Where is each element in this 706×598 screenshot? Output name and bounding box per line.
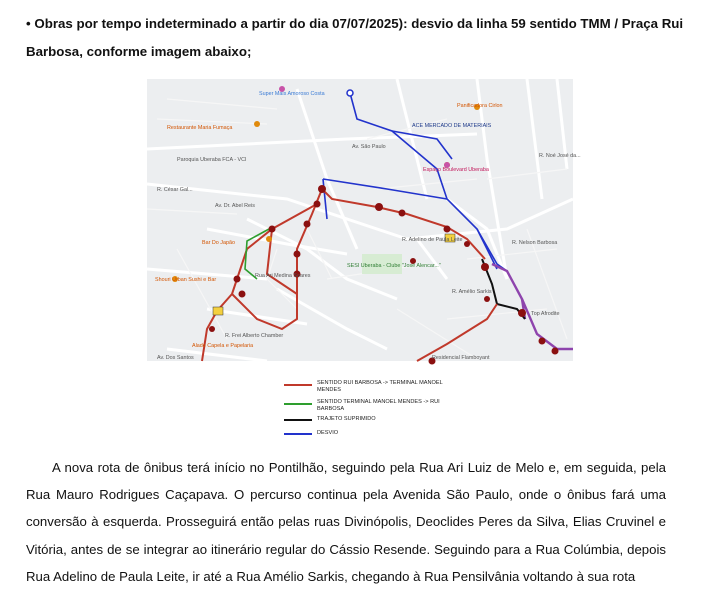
map-label: Paroquia Uberaba FCA - VCI [177, 157, 247, 163]
map-label: Alado Capela e Papelaria [192, 343, 254, 349]
legend-label: DESVIO [317, 430, 339, 436]
legend-label: SENTIDO RUI BARBOSA -> TERMINAL MANOEL MENDES [317, 380, 443, 393]
legend-swatch [284, 419, 312, 421]
map-label: SESI Uberaba - Clube "José Alencar..." [347, 263, 441, 269]
map-label: R. Frei Alberto Chamber [225, 333, 284, 339]
map-label: Av. Dos Santos [157, 355, 194, 361]
map-label: R. Noé José da... [539, 153, 581, 159]
map-label: Super Mais Amoroso Costa [259, 91, 325, 97]
map-label: Espaço Boulevard Uberaba [423, 167, 489, 173]
map-label: Panificadora Cirlon [457, 103, 503, 109]
map-label: ACE MERCADO DE MATERIAIS [412, 123, 492, 129]
heading-text: Obras por tempo indeterminado a partir do dia 07/07/2025): desvio da linha 59 sentido TMM / Praça Rui Barbosa, conforme imagem abaixo; [26, 16, 684, 59]
map-label: Rua Ari Medina Soares [255, 273, 311, 279]
map-label: R. Adelino de Paula Leite [402, 237, 463, 243]
legend-swatch [284, 384, 312, 386]
route-description [26, 454, 666, 590]
map-label: R. Amélio Sarkis [452, 289, 492, 295]
map-label: Restaurante Maria Fumaça [167, 125, 233, 131]
route-map [147, 79, 581, 361]
legend-swatch [284, 433, 312, 435]
map-label: Av. Dr. Abel Reis [215, 203, 255, 209]
map-label: Shouri Urban Sushi e Bar [155, 277, 217, 283]
map-graphic [147, 79, 581, 361]
map-label: R. Nelson Barbosa [512, 240, 558, 246]
map-label: R. César Gal... [157, 187, 193, 193]
map-label: Av. São Paulo [352, 144, 386, 150]
legend-label: SENTIDO TERMINAL MANOEL MENDES -> RUI BARBOSA [317, 399, 440, 412]
legend-swatch [284, 403, 312, 405]
paragraph-text: A nova rota de ônibus terá início no Pontilhão, seguindo pela Rua Ari Luiz de Melo e, em seguida, pela Rua Mauro Rodrigues Caçapava. O percurso continua pela Avenida São Paulo, onde o ônibus fará uma conversão à esquerda. Prosseguirá então pelas ruas Divinópolis, Deoclides Peres da Silva, Elias Cruvinel e Vitória, antes de se integrar ao itinerário regular do Cássio Resende. Seguindo para a Rua Colúmbia, depois Rua Adelino de Paula Leite, ir até a Rua Amélio Sarkis, chegando à Rua Pensilvânia voltando à sua rota [26, 460, 666, 584]
map-label: Residencial Flamboyant [432, 355, 490, 361]
map-label: Bar Do Japão [202, 240, 235, 246]
bullet: • [26, 16, 31, 31]
notice-heading [26, 10, 686, 66]
legend-label: TRAJETO SUPRIMIDO [317, 416, 376, 422]
map-label: Top Afrodite [531, 311, 560, 317]
